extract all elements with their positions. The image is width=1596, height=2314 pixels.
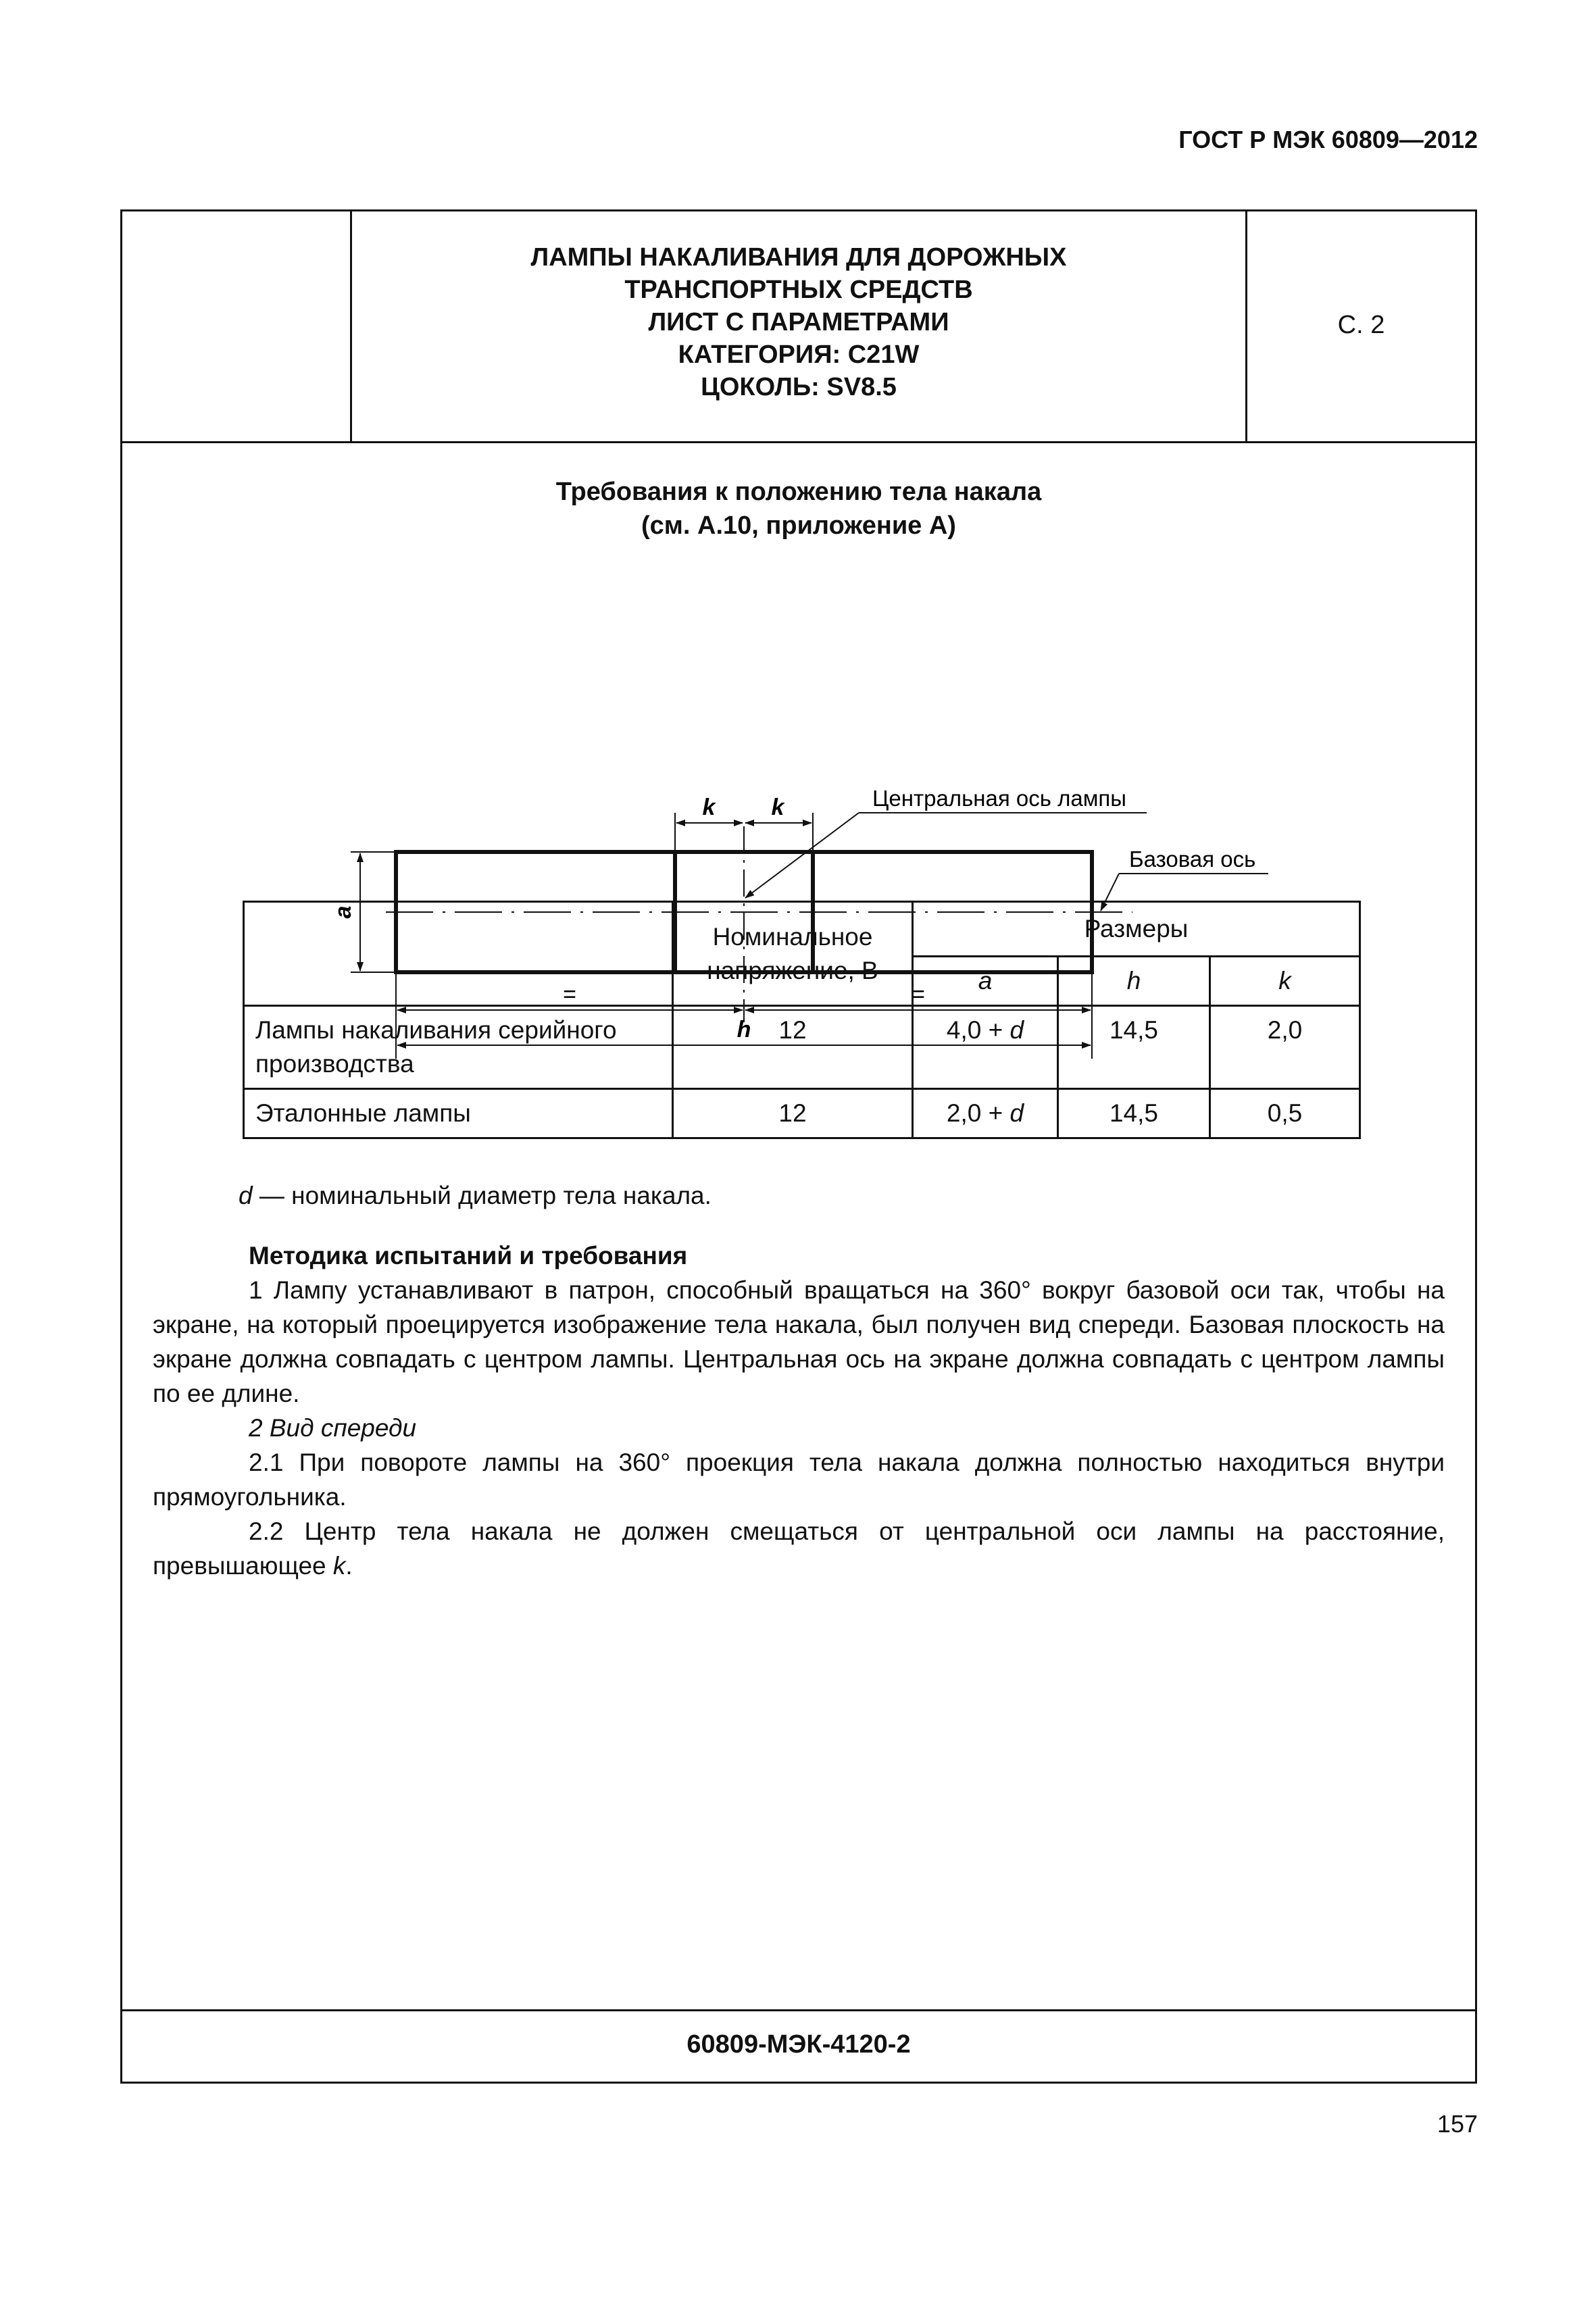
row-a-var: d — [1009, 1016, 1024, 1044]
label-eq-right: = — [912, 982, 925, 1007]
label-h: h — [737, 1017, 751, 1042]
row-voltage: 12 — [673, 1006, 913, 1089]
table-row — [244, 1006, 1360, 1089]
base-axis-label: Базовая ось — [1129, 847, 1256, 872]
title-line-2: ТРАНСПОРТНЫХ СРЕДСТВ — [624, 276, 973, 304]
header-h: h — [1126, 967, 1141, 995]
title-line-1: ЛАМПЫ НАКАЛИВАНИЯ ДЛЯ ДОРОЖНЫХ — [530, 243, 1067, 272]
row-k: 2,0 — [1210, 1006, 1360, 1089]
row-a-value: 4,0 + — [946, 1016, 1010, 1044]
dimensions-table — [243, 901, 1361, 1139]
method-paragraph-1: 1 Лампу устанавливают в патрон, способный вращаться на 360° вокруг базовой оси так, чтобы на экране, на который проецируется изображение тела накала, был получен вид спереди. Базовая плоскость на экране должна совпадать с центром лампы. Центральная ось на экране должна совпадать с центром лампы по ее длине. — [153, 1276, 1445, 1407]
row-voltage: 12 — [673, 1089, 913, 1138]
note-text: — номинальный диаметр тела накала. — [252, 1182, 712, 1209]
standard-number: ГОСТ Р МЭК 60809—2012 — [1178, 126, 1478, 153]
sheet-header — [122, 211, 1475, 443]
section-title-line-1: Требования к положению тела накала — [555, 478, 1042, 506]
table-note — [239, 1182, 712, 1210]
method-paragraph-3: 2.1 При повороте лампы на 360° проекция тела накала должна полностью находиться внутри прямоугольника. — [153, 1449, 1445, 1511]
row-name: Лампы накаливания серийного производства — [244, 1006, 673, 1089]
header-right-cell — [1245, 211, 1475, 441]
central-axis-leader — [745, 813, 859, 898]
footer-code: 60809-МЭК-4120-2 — [687, 2030, 911, 2059]
sheet-footer — [122, 2009, 1475, 2082]
header-sizes: Размеры — [913, 902, 1360, 957]
parameter-sheet — [120, 209, 1477, 2084]
sheet-title — [352, 241, 1245, 403]
row-h: 14,5 — [1058, 1006, 1210, 1089]
header-voltage: Номинальное напряжение, В — [673, 902, 913, 1006]
title-line-3: ЛИСТ С ПАРАМЕТРАМИ — [648, 308, 949, 336]
label-k-left: k — [702, 795, 716, 820]
method-paragraph-2: 2 Вид спереди — [249, 1414, 417, 1442]
row-a-var: d — [1009, 1099, 1024, 1127]
method-heading: Методика испытаний и требования — [249, 1242, 688, 1269]
page-number: 157 — [1437, 2110, 1478, 2138]
note-variable: d — [239, 1182, 253, 1209]
method-paragraph-4: 2.2 Центр тела накала не должен смещаться от центральной оси лампы на расстояние, превышающее k. — [153, 1517, 1445, 1580]
title-line-5: ЦОКОЛЬ: SV8.5 — [701, 373, 897, 401]
row-name: Эталонные лампы — [244, 1089, 673, 1138]
header-k: k — [1278, 967, 1291, 995]
row-k: 0,5 — [1210, 1089, 1360, 1138]
title-line-4: КАТЕГОРИЯ: C21W — [678, 341, 920, 369]
row-a-value: 2,0 + — [946, 1099, 1010, 1127]
label-a: a — [330, 905, 356, 919]
section-title-line-2: (см. A.10, приложение А) — [641, 511, 956, 540]
header-left-cell — [122, 211, 352, 441]
label-k-right: k — [771, 795, 784, 820]
test-method — [122, 1238, 1475, 1583]
label-eq-left: = — [563, 982, 576, 1007]
section-title — [122, 475, 1475, 543]
sheet-page: С. 2 — [1337, 311, 1385, 339]
table-corner-cell — [244, 902, 673, 1006]
central-axis-label: Центральная ось лампы — [872, 786, 1126, 811]
table-row — [244, 1089, 1360, 1138]
row-h: 14,5 — [1058, 1089, 1210, 1138]
header-a: a — [978, 967, 993, 995]
